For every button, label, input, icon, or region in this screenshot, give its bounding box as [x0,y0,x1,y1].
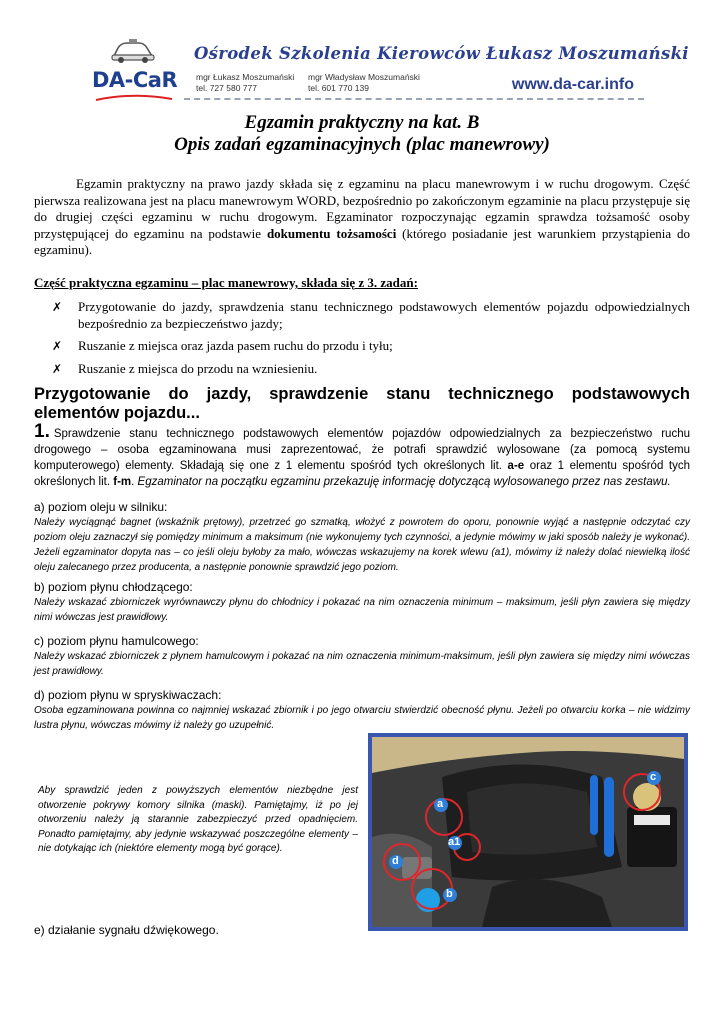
contact-1 [196,72,294,94]
car-icon [110,38,156,64]
website-link[interactable]: www.da-car.info [511,76,634,93]
school-name: Ośrodek Szkolenia Kierowców Łukasz Moszumański [194,44,689,63]
item-coolant-level [34,580,690,625]
item-label: d) poziom płynu w spryskiwaczach: [34,688,222,702]
point-number: 1. [34,421,50,442]
cross-icon: ✗ [52,339,63,353]
marker-c: c [650,771,657,783]
hood-note: Aby sprawdzić jeden z powyższych elementów niezbędne jest otworzenie pokrywy komory silnika (maski). Pamiętajmy, iż po jej otworzeniu należy ją starannie zabezpieczyć przed opadnięciem. Ponadto pamiętajmy, aby jedynie wskazywać poszczególne elementy – nie dotykając ich (niektóre elementy mogą być gorące). [38,785,358,854]
item-label: a) poziom oleju w silniku: [34,500,168,514]
marker-b: b [446,888,453,900]
point-1-italic: Egzaminator na początku egzaminu przekazuję informację dotyczącą wylosowanego przez nas zestawu. [137,476,671,488]
marker-d: d [392,855,399,867]
item-description: Należy wskazać zbiorniczek z płynem hamulcowym i pokazać na nim oznaczenia minimum-maksimum, jeśli płyn zawiera się między nimi wówczas jest prawidłowy. [34,651,690,677]
intro-paragraph [34,176,690,259]
contact-2-phone: tel. 601 770 139 [308,83,369,93]
item-description: Osoba egzaminowana powinna co najmniej wskazać zbiornik i po jego otwarciu stwierdzić obecność płynu. Jeżeli po otwarciu korka – nie widzimy lustra płynu, wówczas mówimy iż należy go uzupełnić. [34,705,690,731]
cross-icon: ✗ [52,361,63,376]
page-subtitle: Opis zadań egzaminacyjnych (plac manewrowy) [174,134,550,155]
contact-1-phone: tel. 727 580 777 [196,83,257,93]
point-1-text-2: oraz 1 elementu spośród tych określonych lit. [34,460,690,488]
header-banner [88,36,689,108]
point-1-paragraph [34,421,690,490]
item-label: b) poziom płynu chłodzącego: [34,580,193,594]
task-list [34,299,690,383]
list-item [34,338,690,355]
header-divider [184,98,644,100]
item-brake-fluid [34,634,690,679]
school-logo [88,36,180,108]
point-1-text-3: . [131,476,138,488]
intro-bold: dokumentu tożsamości [266,225,397,241]
list-item [34,299,690,332]
contact-2-name: mgr Władysław Moszumański [308,72,420,82]
point-1-bold-ae: a-e [507,460,525,472]
item-description: Należy wyciągnąć bagnet (wskaźnik prętowy), przetrzeć go szmatką, włożyć z powrotem do oporu, ponownie wyjąć a następnie odczytać czy poziom oleju zaznaczył się pomiędzy minimum a maksimum (nie wykonujemy tych czynności, a jedynie mówimy w jaki sposób należy je wykonać). Jeżeli egzaminator dopyta nas – co jeśli oleju byłoby za mało, wówczas wskazujemy na korek wlewu (a1), mówimy iż należy dolać niewielką ilość oleju zalecanego przez producenta, a następnie ponownie sprawdzić jego poziom. [34,517,690,573]
list-item [34,361,690,378]
marker-a: a [437,798,444,810]
prep-heading: Przygotowanie do jazdy, sprawdzenie stanu technicznego podstawowych elementów pojazdu... [34,385,690,422]
brand-name: DA-CaR [92,68,178,92]
item-oil-level [34,500,690,575]
page-title: Egzamin praktyczny na kat. B [244,112,480,133]
intro-text-1: Egzamin praktyczny na prawo jazdy składa się z egzaminu na placu manewrowym i w ruchu drogowym. Część pierwsza realizowana jest na placu manewrowym WORD, bezpośrednio po zakończonym egzaminie na placu przystępuje się do drugiej części egzaminu w ruchu drogowym. Egzaminator rozpoczynając egzamin sprawdza tożsamość osoby przystępującej do egzaminu na podstawie [34,176,690,241]
section-heading: Część praktyczna egzaminu – plac manewrowy, składa się z 3. zadań: [34,275,418,290]
contact-2 [308,72,420,94]
engine-illustration [372,737,684,927]
engine-bay-photo [368,733,688,931]
item-washer-fluid [34,688,690,733]
task-text: Przygotowanie do jazdy, sprawdzenia stanu technicznego podstawowych elementów pojazdu odpowiedzialnych bezpośrednio za bezpieczeństwo jazdy; [78,299,690,331]
item-description: Należy wskazać zbiorniczek wyrównawczy płynu do chłodnicy i pokazać na nim oznaczenia minimum – maksimum, jeśli płyn zawiera się między nimi wówczas jest prawidłowy. [34,597,690,623]
point-1-bold-fm: f-m [113,476,132,488]
cross-icon: ✗ [52,300,63,314]
point-1-text: Sprawdzenie stanu technicznego podstawowych elementów pojazdów odpowiedzialnych za bezpieczeństwo ruchu drogowego – osoba egzaminowana musi zaprezentować, że potrafi sprawdzić wylosowane (za pomocą systemu komputerowego) elementy. Składają się one z 1 elementu spośród tych określonych lit. [34,428,690,472]
task-text: Ruszanie z miejsca oraz jazda pasem ruchu do przodu i tyłu; [78,338,393,353]
contact-1-name: mgr Łukasz Moszumański [196,72,295,82]
item-horn: e) działanie sygnału dźwiękowego. [34,923,219,937]
task-text: Ruszanie z miejsca do przodu na wzniesieniu. [78,360,318,376]
intro-text-2: (którego posiadanie jest warunkiem przystąpienia do egzaminu). [34,225,690,257]
logo-swoosh [94,94,174,102]
item-label: c) poziom płynu hamulcowego: [34,634,199,648]
marker-a1: a1 [448,836,461,848]
